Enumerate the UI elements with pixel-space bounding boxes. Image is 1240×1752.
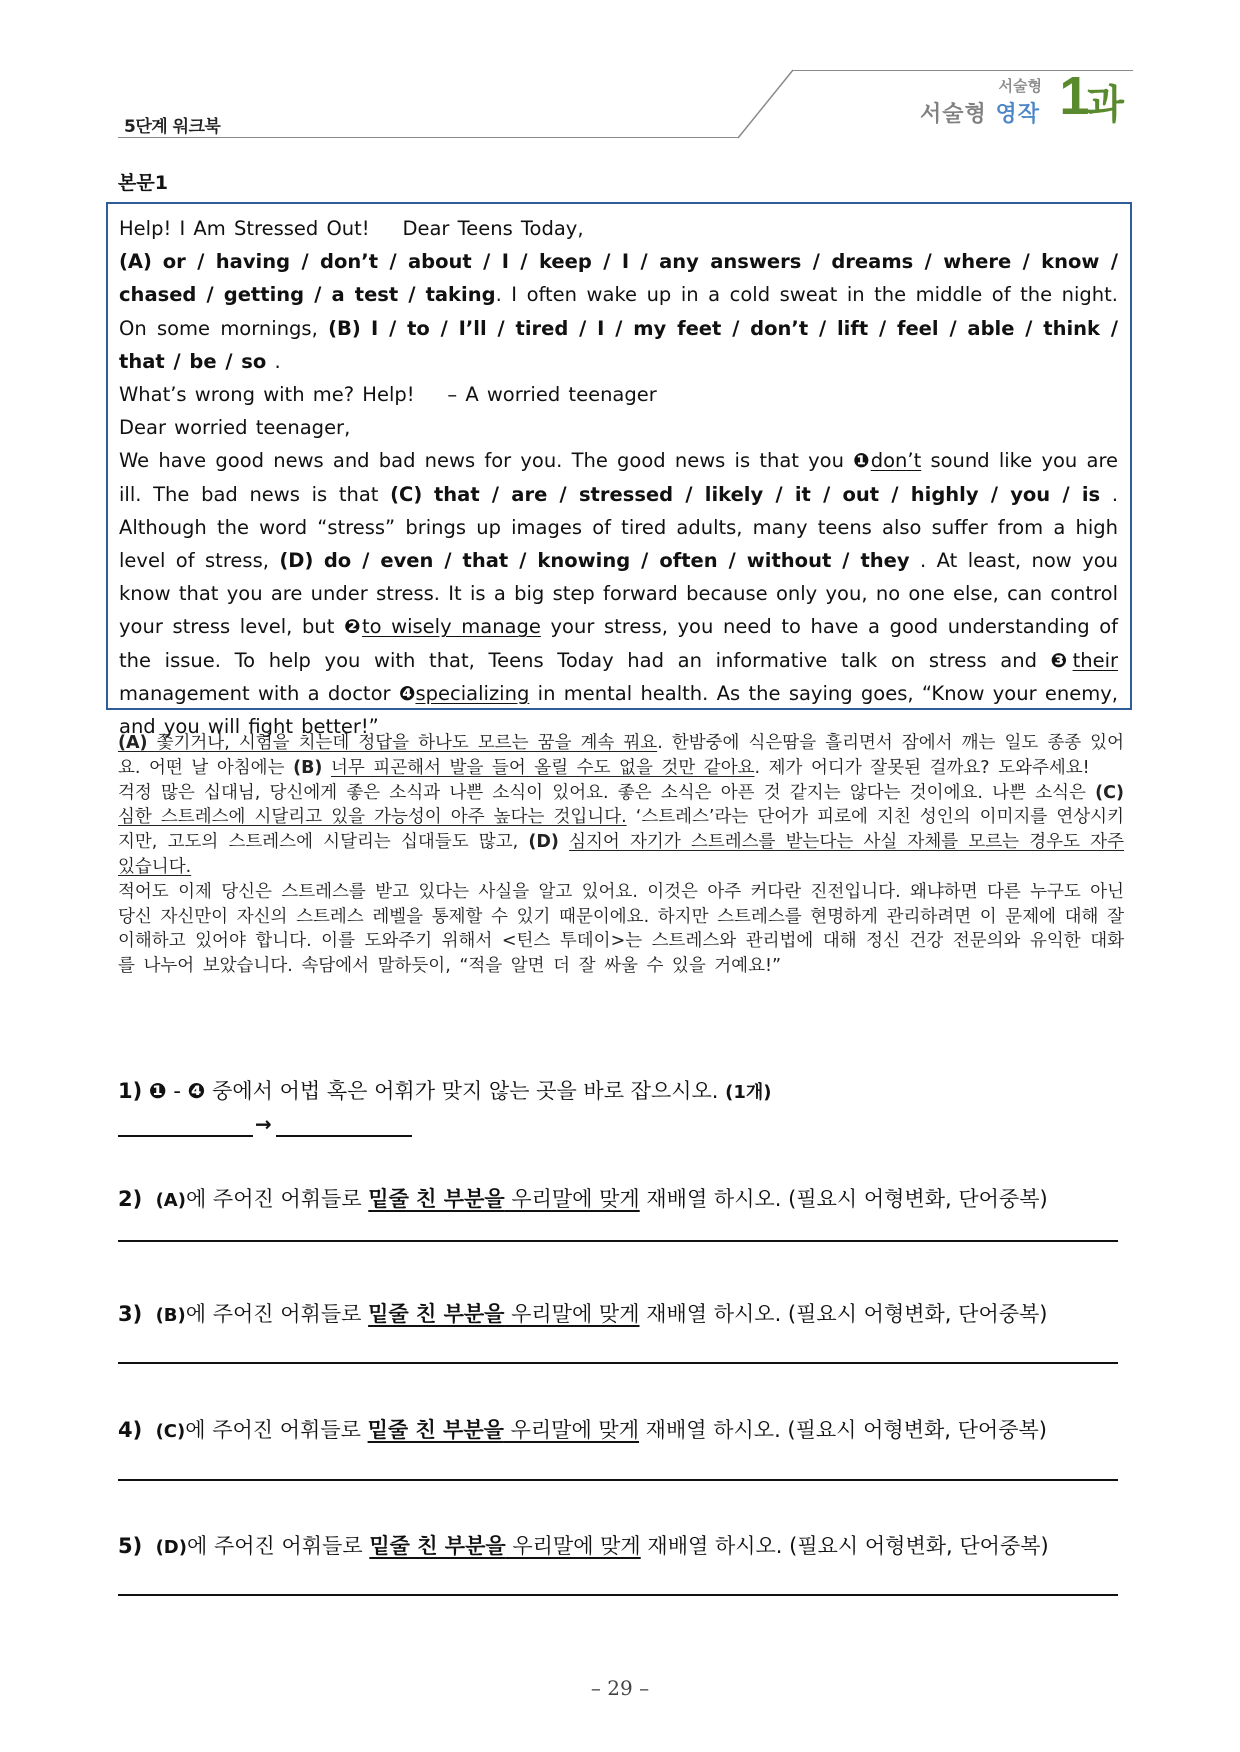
question-text: 중에서 어법 혹은 어휘가 맞지 않는 곳을 바로 잡으시오. [212,1079,719,1103]
section-title: 본문1 [118,172,168,194]
question-text: 재배열 하시오. (필요시 어형변화, 단어중복) [639,1418,1047,1442]
translation-paragraph-2 [118,781,1124,880]
category-main-blue: 영작 [995,102,1040,127]
lesson-number-digit: 1 [1059,66,1086,126]
marker-1-icon: ❶ [148,1079,167,1103]
translation-underlined-d: 심지어 자기가 스트레스를 받는다는 사실 자체를 모르는 경우도 자주 있습니다. [118,832,1124,877]
answer-line-5[interactable] [118,1594,1118,1596]
workbook-title: 5단계 워크북 [124,117,221,137]
category-main [920,97,1040,128]
question-5 [118,1530,1049,1560]
scrambled-words-c: that / are / stressed / likely / it / out / highly / you / is [433,482,1101,506]
question-text: 에 주어진 어휘들로 [185,1187,369,1211]
question-number: 4) [118,1418,143,1442]
marker-3-icon: ❸ [1050,648,1073,672]
translation-label-c: (C) [1095,782,1124,803]
question-underlined: 우리말에 맞게 [503,1418,639,1442]
translation-label-a: (A) [118,733,148,753]
question-number: 5) [118,1534,143,1558]
question-text: 에 주어진 어휘들로 [185,1302,369,1326]
marker-4-icon: ❹ [187,1079,206,1103]
question-label: (A) [155,1190,186,1211]
category-main-gray: 서술형 [920,102,987,127]
answer-blank-correct[interactable] [276,1135,412,1137]
scrambled-words-a: or / having / don’t / about / I / keep / I / any answers / dreams / where / know / chased / getting / a test / taking [119,250,1119,307]
passage-paragraph-1 [119,212,1118,378]
passage-paragraph-4 [119,444,1118,743]
question-emphasis: 밑줄 친 부분을 [367,1418,504,1442]
question-text: 에 주어진 어휘들로 [186,1534,370,1558]
passage-text: management with a doctor [119,681,391,705]
passage-box [106,202,1132,739]
marker-2-icon: ❷ [344,615,362,639]
passage-text: What’s wrong with me? Help! [119,383,415,407]
question-emphasis: 밑줄 친 부분을 [368,1302,505,1326]
translation-paragraph-3: 적어도 이제 당신은 스트레스를 받고 있다는 사실을 알고 있어요. 이것은 아주 커다란 진전입니다. 왜냐하면 다른 누구도 아닌 당신 자신만이 자신의 스트레스 레벨을 통제할 수 있기 때문이에요. 하지만 스트레스를 현명하게 관리하려면 이 문제에 대해 잘 이해하고 있어야 합니다. 이를 도와주기 위해서 <틴스 투데이>는 스트레스와 관리법에 대해 정신 건강 전문의와 유익한 대화를 나누어 보았습니다. 속담에서 말하듯이, “적을 알면 더 잘 싸울 수 있을 거예요!” [118,881,1124,977]
answer-count: (1개) [725,1082,772,1103]
question-label: (B) [155,1305,186,1326]
passage-paragraph-2 [119,378,1118,411]
question-number: 2) [118,1187,143,1211]
range-dash: - [173,1079,181,1103]
scrambled-words-b: I / to / I’ll / tired / I / my feet / don’t / lift / feel / able / think / that / be / so [119,316,1118,373]
passage-text: We have good news and bad news for you. The good news is that you [119,449,844,473]
translation-text: 걱정 많은 십대님, 당신에게 좋은 소식과 나쁜 소식이 있어요. 좋은 소식은 아픈 것 같지는 않다는 것이에요. 나쁜 소식은 [118,782,1086,803]
answer-line-4[interactable] [118,1479,1118,1481]
blank-label-d: (D) [279,549,314,573]
marker-1-icon: ❶ [853,449,871,473]
passage-text: your stress, you need to have a good understanding of the issue. To help you with that, Teens Today had an informative talk on stress and [119,615,1118,672]
question-text: 재배열 하시오. (필요시 어형변화, 단어중복) [640,1534,1049,1558]
answer-line-2[interactable] [118,1240,1118,1242]
answer-line-3[interactable] [118,1362,1118,1364]
question-3 [118,1298,1048,1328]
translation-text: . 제가 어디가 잘못된 걸까요? 도와주세요! [754,757,1090,778]
arrow-right-icon: → [255,1112,272,1136]
question-underlined: 우리말에 맞게 [504,1187,640,1211]
question-4 [118,1414,1047,1444]
question-text: 재배열 하시오. (필요시 어형변화, 단어중복) [639,1187,1048,1211]
translation-underlined-b: 너무 피곤해서 발을 들어 올릴 수도 없을 것만 같아요 [331,757,755,778]
question-2 [118,1183,1048,1213]
question-underlined: 우리말에 맞게 [505,1534,641,1558]
category-small: 서술형 [998,77,1042,95]
question-text: 에 주어진 어휘들로 [185,1418,368,1442]
header-rule-left [118,137,738,138]
blank-label-a: (A) [119,250,152,274]
page-number: – 29 – [590,1676,650,1700]
passage-text: in mental health. As the saying goes, “Know your enemy, and you will fight better!” [119,681,1119,739]
question-1 [118,1075,772,1105]
passage-text: . I often wake up in a cold sweat in the middle of the night. On some mornings, [119,283,1118,340]
passage-text: . Although the word “stress” brings up images of tired adults, many teens also suffer from a high level of stress, [119,482,1119,573]
passage-text: . [266,349,281,373]
question-text: 재배열 하시오. (필요시 어형변화, 단어중복) [639,1302,1048,1326]
passage-text: sound like you are ill. The bad news is that [119,449,1119,506]
scrambled-words-d: do / even / that / knowing / often / without / they [323,549,910,573]
letter-signature: – A worried teenager [447,383,657,407]
lesson-badge [900,66,1130,133]
lesson-number-suffix: 과 [1085,83,1120,127]
translation-text: ‘스트레스’라는 단어가 피로에 지친 성인의 이미지를 연상시키지만, 고도의 스트레스에 시달리는 십대들도 많고, [118,807,1124,853]
translation-text: . 한밤중에 식은땀을 흘리면서 잠에서 깨는 일도 종종 있어요. 어떤 날 아침에는 [118,733,1124,778]
question-label: (C) [155,1421,186,1442]
question-number: 1) [118,1079,143,1103]
translation-label-b: (B) [293,757,323,778]
passage-text: . At least, now you know that you are under stress. It is a big step forward because only you, no one else, can control your stress level, but [119,549,1119,639]
translation-underlined-c: 심한 스트레스에 시달리고 있을 가능성이 아주 높다는 것입니다. [118,807,627,828]
letter-title: Help! I Am Stressed Out! [119,217,370,240]
underlined-item-3: their [1072,648,1119,672]
passage-paragraph-3: Dear worried teenager, [119,416,351,440]
marker-4-icon: ❹ [398,681,416,705]
question-emphasis: 밑줄 친 부분을 [369,1534,506,1558]
translation-paragraph-1 [118,731,1124,781]
translation-underlined-a: 쫓기거나, 시험을 치는데 정답을 하나도 모르는 꿈을 계속 꿔요 [147,733,658,753]
blank-label-b: (B) [328,316,361,340]
blank-label-c: (C) [390,482,423,506]
underlined-item-1: don’t [870,449,922,473]
answer-blank-wrong[interactable] [118,1135,253,1137]
lesson-number [1059,65,1120,127]
underlined-item-4: specializing [415,681,530,705]
korean-translation [118,731,1124,979]
letter-greeting: Dear Teens Today, [402,217,584,240]
question-underlined: 우리말에 맞게 [504,1302,640,1326]
translation-label-d: (D) [528,832,559,853]
question-label: (D) [155,1537,187,1558]
question-number: 3) [118,1302,143,1326]
underlined-item-2: to wisely manage [361,615,541,639]
question-emphasis: 밑줄 친 부분을 [368,1187,505,1211]
